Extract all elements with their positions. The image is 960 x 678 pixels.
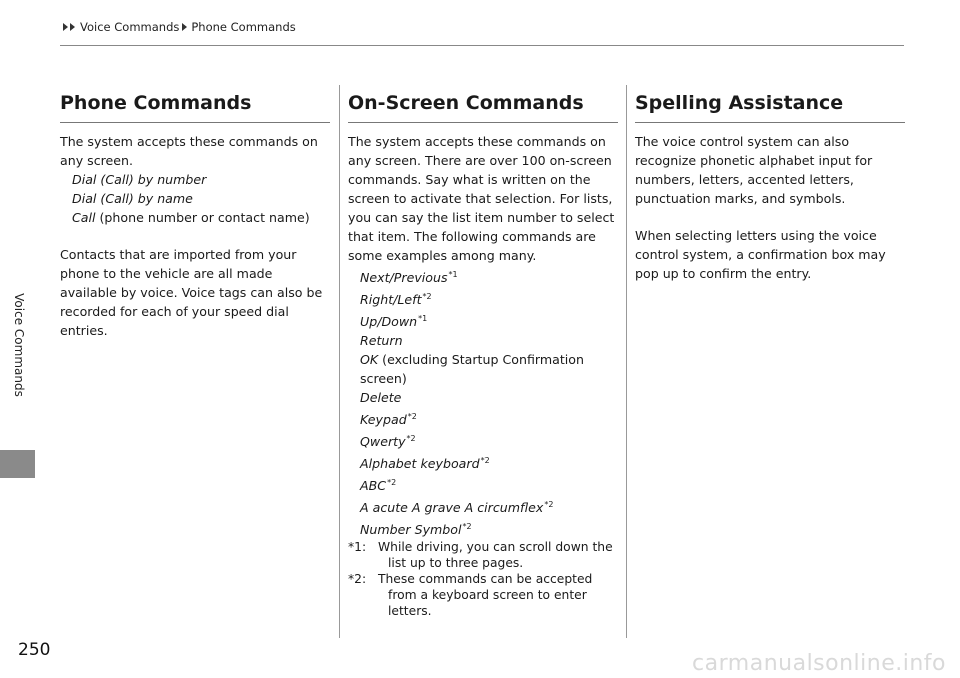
footnotes bbox=[348, 539, 618, 619]
side-tab bbox=[4, 240, 34, 450]
watermark: carmanualsonline.info bbox=[692, 651, 946, 676]
footnote-ref: *2 bbox=[544, 500, 554, 509]
command-item: Qwerty$^{*2}$ bbox=[360, 434, 416, 449]
section-paragraph: When selecting letters using the voice control system, a confirmation box may pop up to confirm the entry. bbox=[635, 228, 886, 281]
section-on-screen-commands bbox=[348, 90, 618, 619]
command-item: Up/Down$^{*1}$ bbox=[360, 314, 428, 329]
section-intro: The system accepts these commands on any screen. There are over 100 on-screen commands. Say what is written on the screen to activate that selection. For lists, you can say the list item number to select that item. The following commands are some examples among many. bbox=[348, 134, 615, 263]
command-item: Call (phone number or contact name) bbox=[72, 210, 310, 225]
command-item: Dial (Call) by name bbox=[72, 191, 193, 206]
double-arrow-icon bbox=[62, 22, 78, 32]
breadcrumb-item-voice-commands[interactable]: Voice Commands bbox=[80, 20, 180, 34]
section-title: On-Screen Commands bbox=[348, 90, 618, 123]
breadcrumb-item-phone-commands[interactable]: Phone Commands bbox=[191, 20, 296, 34]
footnote-ref: *1 bbox=[418, 314, 428, 323]
footnote-ref: *2 bbox=[462, 522, 472, 531]
footnote-ref: *2 bbox=[406, 434, 416, 443]
section-intro: The system accepts these commands on any screen. bbox=[60, 134, 318, 168]
command-item: OK (excluding Startup Confirmation screen) bbox=[360, 352, 584, 386]
command-item: Right/Left$^{*2}$ bbox=[360, 292, 432, 307]
command-item: Alphabet keyboard$^{*2}$ bbox=[360, 456, 490, 471]
footnote-ref: *2 bbox=[480, 456, 490, 465]
command-item: Next/Previous$^{*1}$ bbox=[360, 270, 458, 285]
column-divider bbox=[339, 85, 340, 638]
section-phone-commands bbox=[60, 90, 330, 340]
command-item: ABC$^{*2}$ bbox=[360, 478, 397, 493]
arrow-icon bbox=[181, 22, 189, 32]
footnote-ref: *2 bbox=[422, 292, 432, 301]
section-spelling-assistance bbox=[635, 90, 905, 283]
side-tab-label: Voice Commands bbox=[12, 293, 26, 397]
command-item: Return bbox=[360, 333, 403, 348]
section-title: Spelling Assistance bbox=[635, 90, 905, 123]
section-title: Phone Commands bbox=[60, 90, 330, 123]
footnote: *2: These commands can be accepted from a keyboard screen to enter letters. bbox=[348, 572, 593, 618]
side-tab-marker bbox=[0, 450, 35, 478]
column-divider bbox=[626, 85, 627, 638]
breadcrumb bbox=[62, 20, 296, 34]
command-item: Number Symbol$^{*2}$ bbox=[360, 522, 472, 537]
section-paragraph: The voice control system can also recognize phonetic alphabet input for numbers, letters, accented letters, punctuation marks, and symbols. bbox=[635, 134, 873, 206]
footnote: *1: While driving, you can scroll down the list up to three pages. bbox=[348, 540, 613, 570]
command-item: Dial (Call) by number bbox=[72, 172, 207, 187]
command-item: A acute A grave A circumflex$^{*2}$ bbox=[360, 500, 554, 515]
header-divider bbox=[60, 45, 904, 46]
command-item: Delete bbox=[360, 390, 402, 405]
footnote-ref: *2 bbox=[387, 478, 397, 487]
page-number: 250 bbox=[18, 640, 51, 660]
footnote-ref: *2 bbox=[407, 412, 417, 421]
command-list bbox=[348, 265, 618, 539]
section-body: Contacts that are imported from your phone to the vehicle are all made available by voice. Voice tags can also be recorded for each of your speed dial entries. bbox=[60, 247, 323, 338]
footnote-ref: *1 bbox=[448, 270, 458, 279]
command-item: Keypad$^{*2}$ bbox=[360, 412, 417, 427]
